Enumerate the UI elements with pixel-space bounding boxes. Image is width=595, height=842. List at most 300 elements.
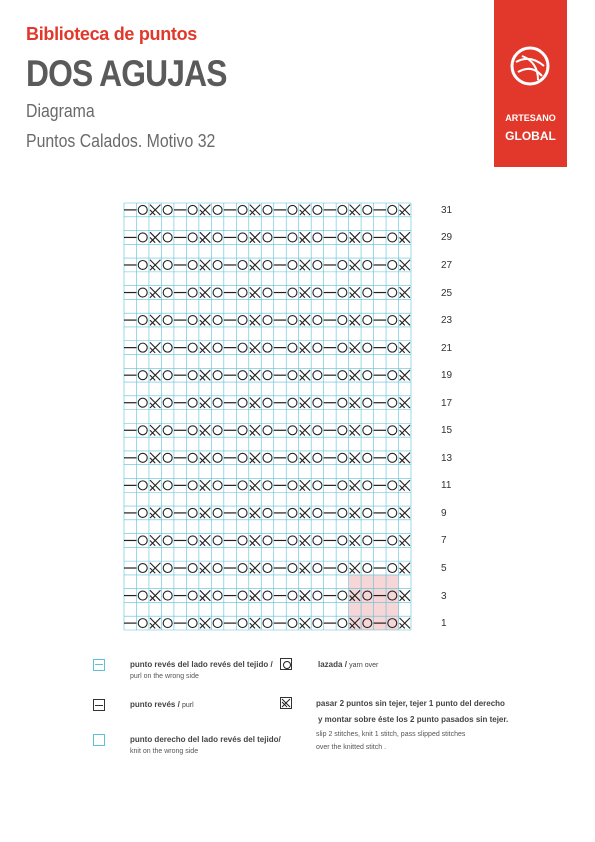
yarn-over-stitch xyxy=(388,343,397,352)
yarn-over-stitch xyxy=(288,233,297,242)
row-label: 7 xyxy=(441,535,447,547)
yarn-over-stitch xyxy=(263,288,272,297)
sk2p-stitch xyxy=(250,453,260,463)
sk2p-stitch xyxy=(250,397,260,407)
sk2p-stitch xyxy=(200,535,210,545)
sk2p-stitch xyxy=(350,342,360,352)
sk2p-stitch xyxy=(200,315,210,325)
yarn-over-stitch xyxy=(138,426,147,435)
sk2p-stitch xyxy=(200,508,210,518)
yarn-over-stitch xyxy=(263,453,272,462)
sk2p-stitch xyxy=(350,425,360,435)
yarn-over-stitch xyxy=(213,591,222,600)
yarn-over-stitch xyxy=(388,426,397,435)
sk2p-stitch xyxy=(200,260,210,270)
sk2p-stitch xyxy=(250,342,260,352)
yarn-over-stitch xyxy=(338,233,347,242)
yarn-over-stitch xyxy=(188,453,197,462)
row-label: 23 xyxy=(441,315,453,327)
row-label: 9 xyxy=(441,507,447,519)
yarn-over-stitch xyxy=(163,205,172,214)
sk2p-stitch xyxy=(350,287,360,297)
sk2p-stitch xyxy=(300,287,310,297)
yarn-over-stitch xyxy=(263,316,272,325)
sk2p-stitch xyxy=(400,370,410,380)
yarn-over-stitch xyxy=(288,481,297,490)
yarn-over-stitch xyxy=(188,398,197,407)
yarn-over-stitch xyxy=(313,619,322,628)
yarn-over-stitch xyxy=(188,591,197,600)
yarn-over-stitch xyxy=(338,508,347,517)
legend-yo: lazada / yarn over xyxy=(318,660,379,669)
sk2p-stitch xyxy=(350,205,360,215)
yarn-over-stitch xyxy=(338,619,347,628)
yarn-over-stitch xyxy=(338,398,347,407)
sk2p-stitch xyxy=(200,205,210,215)
yarn-over-stitch xyxy=(288,398,297,407)
sk2p-stitch xyxy=(200,563,210,573)
sk2p-stitch xyxy=(250,232,260,242)
page-title: DOS AGUJAS xyxy=(26,53,227,94)
yarn-over-stitch xyxy=(138,288,147,297)
yarn-over-stitch xyxy=(213,453,222,462)
legend-purl-ws: punto revés del lado revés del tejido / xyxy=(130,660,273,669)
sk2p-stitch xyxy=(200,425,210,435)
sk2p-stitch xyxy=(250,508,260,518)
sk2p-stitch xyxy=(250,563,260,573)
yarn-over-stitch xyxy=(313,426,322,435)
yarn-over-stitch xyxy=(213,619,222,628)
yarn-over-stitch xyxy=(388,260,397,269)
yarn-over-stitch xyxy=(363,536,372,545)
yarn-over-stitch xyxy=(263,371,272,380)
row-label: 3 xyxy=(441,590,447,602)
yarn-over-stitch xyxy=(338,453,347,462)
yarn-over-stitch xyxy=(163,260,172,269)
yarn-over-stitch xyxy=(238,453,247,462)
yarn-over-stitch xyxy=(213,564,222,573)
yarn-over-stitch xyxy=(363,426,372,435)
sk2p-stitch xyxy=(250,315,260,325)
yarn-over-stitch xyxy=(213,233,222,242)
logo-line1: ARTESANO xyxy=(505,113,556,123)
legend-yo-en: yarn over xyxy=(349,662,379,669)
yarn-over-stitch xyxy=(288,426,297,435)
yarn-over-stitch xyxy=(238,508,247,517)
yarn-over-stitch xyxy=(263,481,272,490)
yarn-over-stitch xyxy=(163,343,172,352)
sk2p-stitch xyxy=(400,508,410,518)
sk2p-stitch xyxy=(200,342,210,352)
yarn-over-stitch xyxy=(188,564,197,573)
yarn-over-stitch xyxy=(263,205,272,214)
legend-purl-es: punto revés xyxy=(130,700,176,709)
sk2p-stitch xyxy=(250,618,260,628)
yarn-over-stitch xyxy=(188,233,197,242)
legend-knit-ws: punto derecho del lado revés del tejido/ xyxy=(130,735,281,744)
legend-knit-ws-en: knit on the wrong side xyxy=(130,748,199,755)
legend-yo-es: lazada xyxy=(318,660,343,669)
sk2p-stitch xyxy=(200,397,210,407)
yarn-over-stitch xyxy=(138,316,147,325)
sk2p-stitch xyxy=(200,232,210,242)
yarn-over-stitch xyxy=(163,619,172,628)
sk2p-stitch xyxy=(300,590,310,600)
yarn-over-stitch xyxy=(338,564,347,573)
sk2p-stitch xyxy=(150,618,160,628)
yarn-over-stitch xyxy=(363,233,372,242)
yarn-over-stitch xyxy=(138,591,147,600)
yarn-over-stitch xyxy=(338,591,347,600)
sk2p-stitch xyxy=(150,563,160,573)
sk2p-stitch xyxy=(350,535,360,545)
yarn-over-stitch xyxy=(213,398,222,407)
yarn-over-stitch xyxy=(388,288,397,297)
yarn-over-stitch xyxy=(188,288,197,297)
sk2p-stitch xyxy=(350,563,360,573)
sk2p-stitch xyxy=(300,260,310,270)
sk2p-stitch xyxy=(150,480,160,490)
yarn-over-stitch xyxy=(238,481,247,490)
row-label: 11 xyxy=(441,480,452,492)
yarn-over-stitch xyxy=(338,316,347,325)
yarn-over-stitch xyxy=(313,591,322,600)
yarn-over-stitch xyxy=(213,371,222,380)
sk2p-stitch xyxy=(300,535,310,545)
yarn-over-stitch xyxy=(213,426,222,435)
sk2p-stitch xyxy=(400,232,410,242)
yarn-over-stitch xyxy=(238,426,247,435)
yarn-over-stitch xyxy=(213,205,222,214)
yarn-over-stitch xyxy=(288,316,297,325)
logo-line2: GLOBAL xyxy=(505,129,556,143)
yarn-over-stitch xyxy=(363,398,372,407)
yarn-over-stitch xyxy=(213,260,222,269)
row-label: 5 xyxy=(441,563,447,575)
yarn-over-stitch xyxy=(263,619,272,628)
yarn-over-stitch xyxy=(188,619,197,628)
yarn-over-stitch xyxy=(213,508,222,517)
yarn-over-stitch xyxy=(288,591,297,600)
sk2p-stitch xyxy=(300,397,310,407)
yarn-over-stitch xyxy=(288,453,297,462)
sk2p-stitch xyxy=(400,563,410,573)
sk2p-icon xyxy=(280,697,292,709)
sk2p-stitch xyxy=(250,535,260,545)
sk2p-stitch xyxy=(350,453,360,463)
legend-sk2p-2: y montar sobre éste los 2 punto pasados sin tejer. xyxy=(318,715,509,724)
yarn-over-stitch xyxy=(138,205,147,214)
sk2p-stitch xyxy=(400,618,410,628)
legend-sk2p-1: pasar 2 puntos sin tejer, tejer 1 punto del derecho xyxy=(316,699,505,708)
sk2p-stitch xyxy=(400,397,410,407)
yarn-over-stitch xyxy=(163,288,172,297)
sk2p-stitch xyxy=(250,260,260,270)
sk2p-stitch xyxy=(300,232,310,242)
yarn-over-stitch xyxy=(263,426,272,435)
yarn-over-stitch xyxy=(288,260,297,269)
yarn-over-stitch xyxy=(163,426,172,435)
sk2p-stitch xyxy=(150,590,160,600)
yarn-over-stitch xyxy=(163,564,172,573)
yarn-over-stitch xyxy=(163,591,172,600)
yarn-over-stitch xyxy=(363,260,372,269)
yarn-over-stitch xyxy=(313,316,322,325)
sk2p-stitch xyxy=(250,590,260,600)
yarn-over-stitch xyxy=(338,205,347,214)
sk2p-stitch xyxy=(150,205,160,215)
sk2p-stitch xyxy=(350,315,360,325)
sk2p-cross-icon xyxy=(281,698,291,708)
sk2p-stitch xyxy=(400,453,410,463)
sk2p-stitch xyxy=(400,205,410,215)
yarn-over-stitch xyxy=(163,233,172,242)
yarn-over-stitch xyxy=(288,619,297,628)
yarn-over-stitch xyxy=(288,343,297,352)
yarn-over-stitch xyxy=(338,343,347,352)
yarn-over-stitch xyxy=(263,233,272,242)
sk2p-stitch xyxy=(200,480,210,490)
yarn-over-stitch xyxy=(313,536,322,545)
yarn-over-stitch xyxy=(138,233,147,242)
sk2p-stitch xyxy=(400,425,410,435)
yarn-over-stitch xyxy=(138,564,147,573)
yarn-over-stitch xyxy=(163,536,172,545)
sk2p-stitch xyxy=(250,205,260,215)
sk2p-stitch xyxy=(150,342,160,352)
yarn-over-stitch xyxy=(313,343,322,352)
yarn-over-stitch xyxy=(213,288,222,297)
yarn-over-stitch xyxy=(163,398,172,407)
yarn-over-stitch xyxy=(313,288,322,297)
sk2p-stitch xyxy=(150,397,160,407)
yarn-over-stitch xyxy=(263,508,272,517)
sk2p-stitch xyxy=(200,453,210,463)
yarn-over-stitch xyxy=(313,508,322,517)
yarn-over-stitch xyxy=(188,508,197,517)
yarn-over-stitch xyxy=(288,205,297,214)
yarn-over-stitch xyxy=(388,564,397,573)
yarn-over-stitch xyxy=(238,564,247,573)
sk2p-stitch xyxy=(250,370,260,380)
yarn-over-stitch xyxy=(238,536,247,545)
yarn-over-stitch xyxy=(188,205,197,214)
yarn-over-stitch xyxy=(138,260,147,269)
sk2p-stitch xyxy=(150,232,160,242)
yarn-over-stitch xyxy=(138,619,147,628)
yarn-over-stitch xyxy=(238,371,247,380)
yarn-over-stitch xyxy=(263,536,272,545)
yarn-over-stitch xyxy=(213,343,222,352)
row-label: 19 xyxy=(441,370,453,382)
yarn-over-stitch xyxy=(238,288,247,297)
yarn-over-stitch xyxy=(363,453,372,462)
row-label: 29 xyxy=(441,232,453,244)
row-label: 25 xyxy=(441,287,453,299)
yarn-over-stitch xyxy=(188,260,197,269)
sk2p-stitch xyxy=(400,342,410,352)
sk2p-stitch xyxy=(400,480,410,490)
yarn-over-stitch xyxy=(238,398,247,407)
yarn-over-stitch xyxy=(363,371,372,380)
yarn-over-stitch xyxy=(313,481,322,490)
sk2p-stitch xyxy=(150,287,160,297)
sk2p-stitch xyxy=(200,590,210,600)
yarn-over-stitch xyxy=(238,591,247,600)
sk2p-stitch xyxy=(200,287,210,297)
knit-ws-icon xyxy=(93,734,105,746)
sk2p-stitch xyxy=(300,508,310,518)
yarn-over-stitch xyxy=(163,371,172,380)
sk2p-stitch xyxy=(350,480,360,490)
sk2p-stitch xyxy=(300,480,310,490)
motif-name: Puntos Calados. Motivo 32 xyxy=(26,131,216,151)
yarn-over-stitch xyxy=(338,481,347,490)
sk2p-stitch xyxy=(300,563,310,573)
yarn-over-stitch xyxy=(313,233,322,242)
sk2p-stitch xyxy=(400,590,410,600)
yarn-over-stitch xyxy=(138,536,147,545)
yarn-over-stitch xyxy=(388,398,397,407)
yarn-over-stitch xyxy=(288,536,297,545)
legend-sk2p-en1: slip 2 stitches, knit 1 stitch, pass slipped stitches xyxy=(316,731,466,738)
yarn-over-stitch xyxy=(188,316,197,325)
yarn-over-stitch xyxy=(138,343,147,352)
sk2p-stitch xyxy=(350,370,360,380)
sk2p-stitch xyxy=(150,370,160,380)
yarn-over-stitch xyxy=(338,426,347,435)
yarn-over-stitch xyxy=(363,316,372,325)
sk2p-stitch xyxy=(250,480,260,490)
yarn-over-icon xyxy=(280,658,292,670)
yarn-over-stitch xyxy=(213,316,222,325)
sk2p-stitch xyxy=(200,370,210,380)
sk2p-stitch xyxy=(250,287,260,297)
yarn-over-stitch xyxy=(188,481,197,490)
sk2p-stitch xyxy=(300,370,310,380)
legend-purl: punto revés / purl xyxy=(130,700,194,709)
yarn-over-stitch xyxy=(363,343,372,352)
yarn-over-stitch xyxy=(288,564,297,573)
yarn-over-stitch xyxy=(363,481,372,490)
sk2p-stitch xyxy=(400,535,410,545)
yarn-over-stitch xyxy=(263,343,272,352)
yarn-over-stitch xyxy=(338,371,347,380)
yarn-over-stitch xyxy=(138,371,147,380)
purl-icon xyxy=(93,699,105,711)
yarn-over-stitch xyxy=(163,508,172,517)
yarn-over-stitch xyxy=(138,508,147,517)
sk2p-stitch xyxy=(300,315,310,325)
yarn-over-stitch xyxy=(138,453,147,462)
yarn-over-stitch xyxy=(388,508,397,517)
row-label: 27 xyxy=(441,259,453,271)
yarn-over-stitch xyxy=(238,316,247,325)
row-label: 1 xyxy=(441,618,447,630)
sk2p-stitch xyxy=(150,535,160,545)
yarn-over-stitch xyxy=(338,536,347,545)
yarn-over-stitch xyxy=(363,564,372,573)
yarn-over-stitch xyxy=(188,371,197,380)
yarn-over-stitch xyxy=(238,343,247,352)
yarn-over-stitch xyxy=(288,371,297,380)
row-label: 17 xyxy=(441,397,453,409)
yarn-over-stitch xyxy=(363,288,372,297)
yarn-over-stitch xyxy=(238,233,247,242)
purl-ws-icon xyxy=(93,659,105,671)
yarn-over-stitch xyxy=(188,536,197,545)
yarn-over-stitch xyxy=(338,288,347,297)
yarn-over-stitch xyxy=(138,481,147,490)
yarn-over-stitch xyxy=(188,426,197,435)
page-subtitle: Diagrama xyxy=(26,101,95,121)
series-title: Biblioteca de puntos xyxy=(26,24,198,44)
sk2p-stitch xyxy=(150,425,160,435)
yarn-over-stitch xyxy=(263,398,272,407)
yarn-over-stitch xyxy=(388,371,397,380)
yarn-over-stitch xyxy=(313,205,322,214)
yarn-over-stitch xyxy=(238,205,247,214)
yarn-over-stitch xyxy=(288,288,297,297)
sk2p-stitch xyxy=(400,315,410,325)
row-label: 13 xyxy=(441,452,453,464)
yarn-over-stitch xyxy=(313,260,322,269)
yarn-over-stitch xyxy=(263,260,272,269)
yarn-over-stitch xyxy=(188,343,197,352)
yarn-over-stitch xyxy=(388,316,397,325)
sk2p-stitch xyxy=(350,508,360,518)
yarn-over-stitch xyxy=(363,508,372,517)
yarn-over-stitch xyxy=(388,205,397,214)
yarn-over-stitch xyxy=(388,481,397,490)
sk2p-stitch xyxy=(150,453,160,463)
sk2p-stitch xyxy=(350,232,360,242)
yarn-over-stitch xyxy=(363,205,372,214)
yarn-over-stitch xyxy=(263,564,272,573)
yarn-over-stitch xyxy=(238,260,247,269)
sk2p-stitch xyxy=(250,425,260,435)
row-label: 21 xyxy=(441,342,453,354)
yarn-over-stitch xyxy=(238,619,247,628)
row-label: 15 xyxy=(441,425,453,437)
yarn-over-stitch xyxy=(338,260,347,269)
yarn-over-stitch xyxy=(313,398,322,407)
sk2p-stitch xyxy=(150,260,160,270)
sk2p-stitch xyxy=(400,260,410,270)
legend-sk2p-en2: over the knitted stitch . xyxy=(316,744,387,751)
sk2p-stitch xyxy=(300,425,310,435)
yarn-over-stitch xyxy=(313,564,322,573)
yarn-over-stitch xyxy=(163,453,172,462)
legend-purl-ws-en: purl on the wrong side xyxy=(130,673,199,680)
row-label: 31 xyxy=(441,204,453,216)
yarn-over-stitch xyxy=(288,508,297,517)
sk2p-stitch xyxy=(200,618,210,628)
sk2p-stitch xyxy=(150,508,160,518)
yarn-over-stitch xyxy=(213,536,222,545)
legend-purl-en: purl xyxy=(182,702,194,709)
sk2p-stitch xyxy=(300,453,310,463)
yarn-over-stitch xyxy=(213,481,222,490)
yarn-over-stitch xyxy=(388,453,397,462)
sk2p-stitch xyxy=(400,287,410,297)
sk2p-stitch xyxy=(300,205,310,215)
yarn-over-stitch xyxy=(313,371,322,380)
yarn-over-stitch xyxy=(388,233,397,242)
yarn-over-stitch xyxy=(163,481,172,490)
sk2p-stitch xyxy=(300,618,310,628)
sk2p-stitch xyxy=(350,397,360,407)
